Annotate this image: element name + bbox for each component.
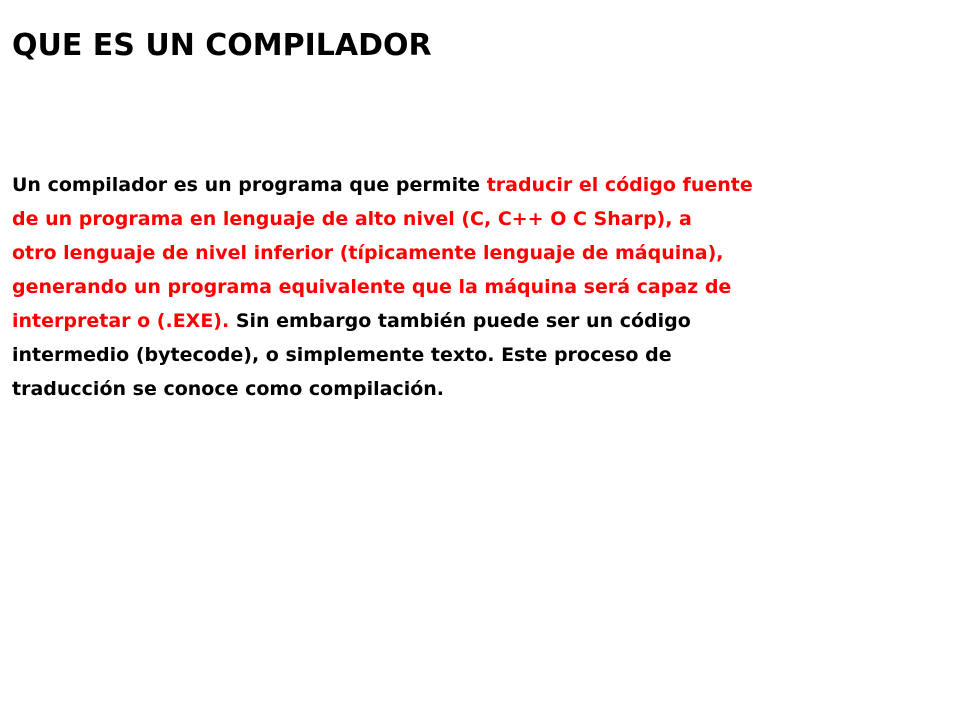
line-3-highlighted-text: otro lenguaje de nivel inferior (típicamente lenguaje de máquina), [12,242,724,264]
line-5-plain-text: Sin embargo también puede ser un código [229,310,691,332]
line-1-plain-text: Un compilador es un programa que permite [12,174,487,196]
paragraph-line-6 [12,344,672,366]
paragraph-line-5 [12,310,691,332]
definition-paragraph [12,168,912,406]
line-1-highlighted-text: traducir el código fuente [486,174,753,196]
paragraph-line-4 [12,276,731,298]
paragraph-line-2 [12,208,692,230]
slide-title: QUE ES UN COMPILADOR [12,28,432,63]
paragraph-line-7 [12,378,444,400]
line-5-highlighted-text: interpretar o (.EXE). [12,310,230,332]
paragraph-line-3 [12,242,723,264]
paragraph-line-1 [12,174,753,196]
line-7-plain-text: traducción se conoce como compilación. [12,378,445,400]
line-6-plain-text: intermedio (bytecode), o simplemente texto. Este proceso de [12,344,672,366]
line-4-highlighted-text: generando un programa equivalente que la máquina será capaz de [12,276,732,298]
line-2-highlighted-text: de un programa en lenguaje de alto nivel (C, C++ O C Sharp), a [12,208,692,230]
